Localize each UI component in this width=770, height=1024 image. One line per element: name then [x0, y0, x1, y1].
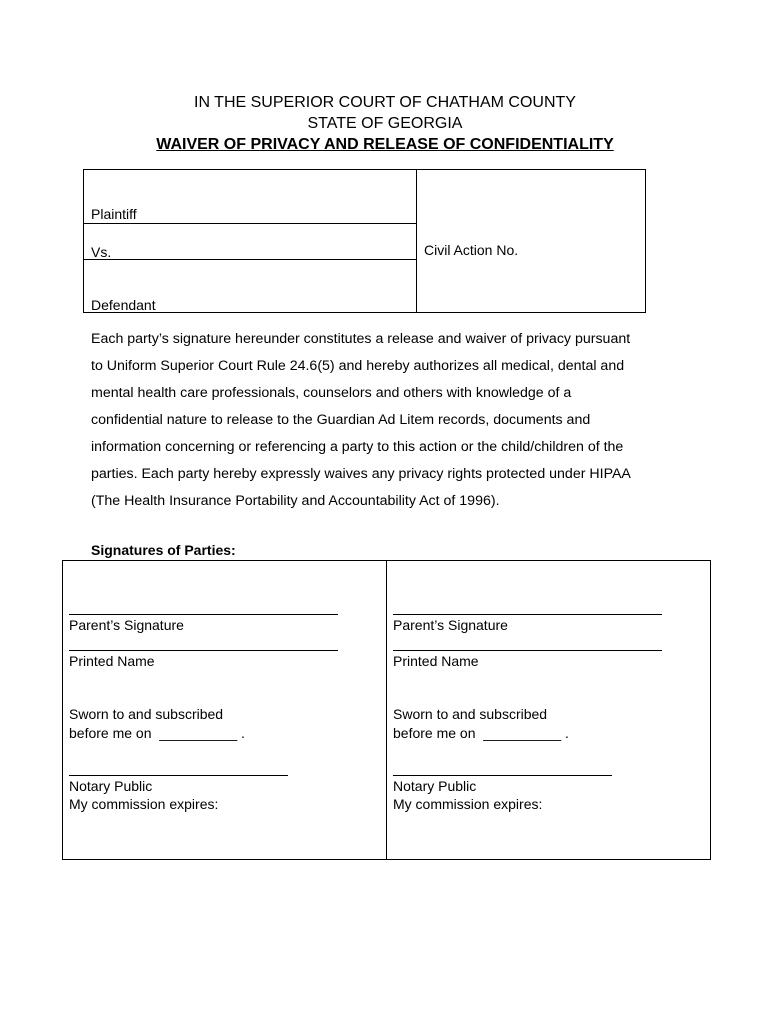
paragraph-line: confidential nature to release to the Guardian Ad Litem records, documents and [91, 412, 591, 428]
court-heading: IN THE SUPERIOR COURT OF CHATHAM COUNTY [194, 94, 576, 111]
notary-line-right[interactable] [393, 775, 612, 776]
vs-line [84, 259, 416, 260]
paragraph-line: (The Health Insurance Portability and Accountability Act of 1996). [91, 493, 500, 509]
parent-signature-line-right[interactable] [393, 614, 662, 615]
waiver-paragraph [91, 326, 691, 515]
signatures-box [62, 560, 711, 860]
sworn-text-left: Sworn to and subscribed [69, 706, 224, 722]
case-caption-box [83, 169, 646, 313]
commission-label-right: My commission expires: [393, 796, 543, 812]
vs-label: Vs. [91, 244, 112, 260]
printed-name-line-right[interactable] [393, 650, 662, 651]
defendant-label: Defendant [91, 297, 156, 313]
printed-name-line-left[interactable] [69, 650, 338, 651]
paragraph-line: parties. Each party hereby expressly waives any privacy rights protected under HIPAA [91, 466, 631, 482]
printed-name-label-right: Printed Name [393, 653, 479, 669]
plaintiff-line [84, 223, 416, 224]
parent-signature-label-right: Parent’s Signature [393, 617, 508, 633]
parent-signature-label-left: Parent’s Signature [69, 617, 184, 633]
paragraph-line: information concerning or referencing a party to this action or the child/children of the [91, 439, 624, 455]
civil-action-label: Civil Action No. [424, 242, 519, 258]
signatures-heading: Signatures of Parties: [91, 542, 236, 558]
printed-name-label-left: Printed Name [69, 653, 155, 669]
sworn-date-right: before me on __________ . [393, 725, 569, 741]
signatures-divider [386, 561, 387, 859]
sworn-date-left: before me on __________ . [69, 725, 245, 741]
paragraph-line: Each party’s signature hereunder constitutes a release and waiver of privacy pursuant [91, 331, 631, 347]
paragraph-line: mental health care professionals, counselors and others with knowledge of a [91, 385, 572, 401]
notary-label-left: Notary Public [69, 778, 153, 794]
paragraph-line: to Uniform Superior Court Rule 24.6(5) and hereby authorizes all medical, dental and [91, 358, 625, 374]
parent-signature-line-left[interactable] [69, 614, 338, 615]
plaintiff-label: Plaintiff [91, 206, 137, 222]
commission-label-left: My commission expires: [69, 796, 219, 812]
notary-line-left[interactable] [69, 775, 288, 776]
notary-label-right: Notary Public [393, 778, 477, 794]
sworn-text-right: Sworn to and subscribed [393, 706, 548, 722]
state-heading: STATE OF GEORGIA [307, 115, 463, 132]
document-title: WAIVER OF PRIVACY AND RELEASE OF CONFIDENTIALITY [156, 136, 614, 153]
caption-divider [416, 170, 417, 312]
